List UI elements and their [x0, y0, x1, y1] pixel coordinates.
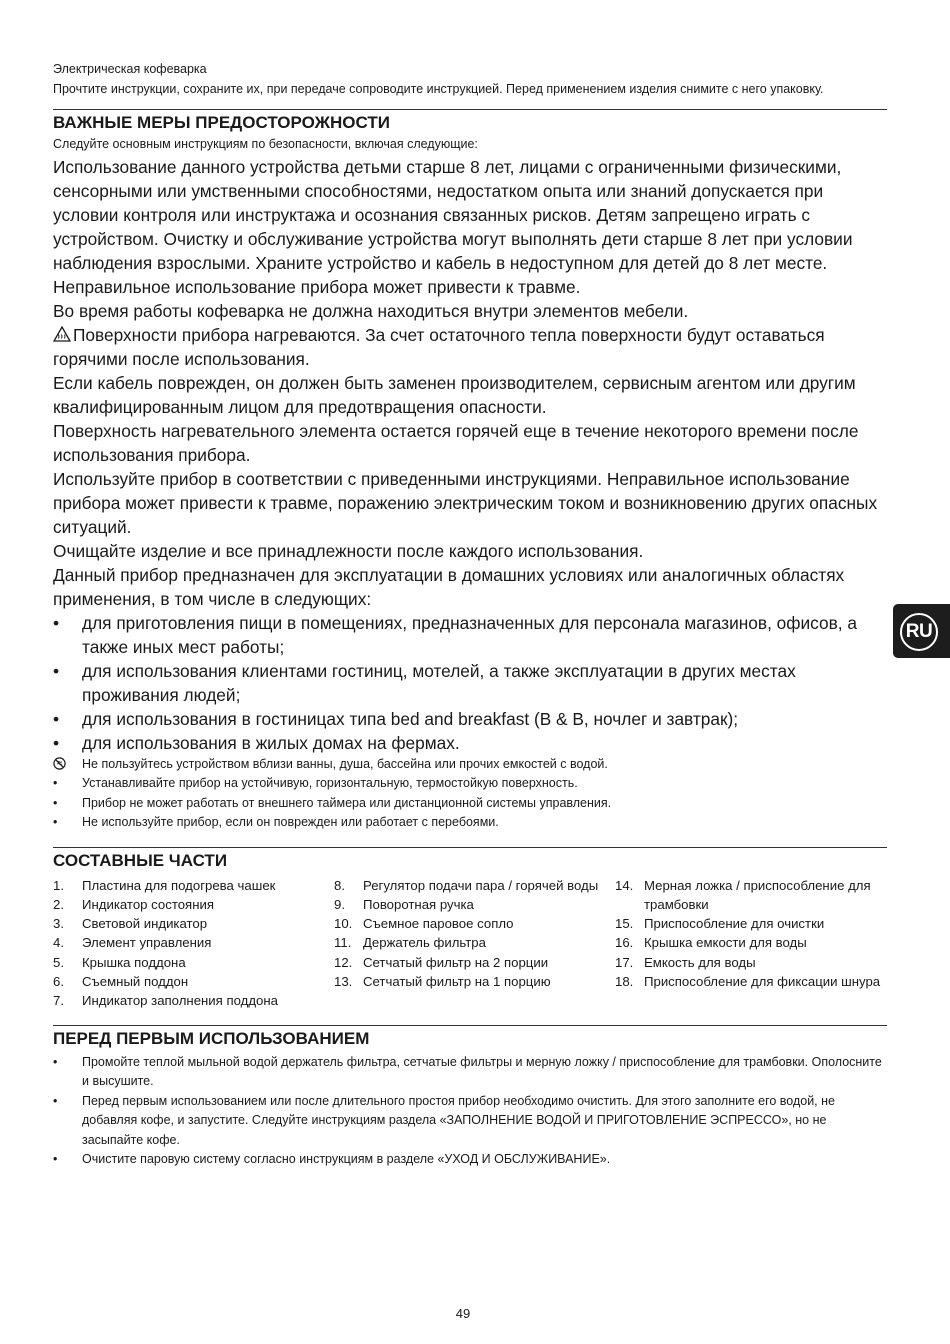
list-item: • Промойте теплой мыльной водой держатель фильтра, сетчатые фильтры и мерную ложку / приспособление для трамбовки. Ополосните и высушите.: [53, 1054, 882, 1089]
safety-paragraph: Во время работы кофеварка не должна находиться внутри элементов мебели.: [53, 300, 689, 321]
list-item: • для приготовления пищи в помещениях, предназначенных для персонала магазинов, офисов, а также иных мест работы;: [53, 612, 858, 657]
list-item: • Устанавливайте прибор на устойчивую, горизонтальную, термостойкую поверхность.: [53, 774, 887, 794]
part-item: 9. Поворотная ручка: [334, 896, 474, 912]
safety-paragraph: Данный прибор предназначен для эксплуатации в домашних условиях или аналогичных областях применения, в том числе в следующих:: [53, 564, 845, 609]
part-item: 5. Крышка поддона: [53, 954, 186, 970]
part-item: 18. Приспособление для фиксации шнура: [615, 973, 881, 989]
parts-section: [53, 847, 887, 1011]
part-item: 16. Крышка емкости для воды: [615, 935, 807, 951]
part-item: 7. Индикатор заполнения поддона: [53, 993, 279, 1009]
list-item: • для использования в гостиницах типа bed and breakfast (B & B, ночлег и завтрак);: [53, 708, 739, 729]
list-item: • Не используйте прибор, если он поврежден или работает с перебоями.: [53, 813, 887, 833]
safety-paragraph: Использование данного устройства детьми старше 8 лет, лицами с ограниченными физическими, сенсорными или умственными способностями, недостатком опыта или знаний допускается при условии контроля или инструктажа и осознания связанных рисков. Детям запрещено играть с устройством. Очистку и обслуживание устройства могут выполнять дети старше 8 лет при условии наблюдения взрослыми. Храните устройство и кабель в недоступном для детей до 8 лет месте.: [53, 156, 853, 273]
parts-title: СОСТАВНЫЕ ЧАСТИ: [53, 850, 228, 870]
part-item: 12. Сетчатый фильтр на 2 порции: [334, 954, 549, 970]
safety-title: ВАЖНЫЕ МЕРЫ ПРЕДОСТОРОЖНОСТИ: [53, 113, 390, 132]
list-item: • Прибор не может работать от внешнего таймера или дистанционной системы управления.: [53, 794, 887, 814]
list-item: • для использования клиентами гостиниц, мотелей, а также эксплуатации в других местах проживания людей;: [53, 660, 796, 705]
hot-surface-warning: [53, 323, 887, 371]
bullet: •: [53, 612, 60, 633]
bullet: •: [53, 1093, 58, 1108]
parts-column: [334, 876, 615, 1011]
use-list: [53, 611, 887, 755]
safety-paragraph: Неправильное использование прибора может привести к травме.: [53, 276, 581, 297]
small-warning-list: [53, 755, 887, 833]
part-item: 13. Сетчатый фильтр на 1 порцию: [334, 973, 551, 989]
part-item: 1. Пластина для подогрева чашек: [53, 877, 276, 893]
page-number: 49: [455, 1306, 471, 1321]
first-use-list: [53, 1053, 887, 1170]
list-item: • Перед первым использованием или после длительного простоя прибор необходимо очистить. Для этого заполните его водой, не добавляя кофе, и запустите. Следуйте инструкциям раздела «ЗАПОЛНЕНИЕ ВОДОЙ И ПРИГОТОВЛЕНИЕ ЭСПРЕССО», но не засыпайте кофе.: [53, 1093, 835, 1147]
part-item: 14. Мерная ложка / приспособление для трамбовки: [615, 877, 871, 912]
list-item: Не пользуйтесь устройством вблизи ванны, душа, бассейна или прочих емкостей с водой.: [53, 755, 887, 775]
part-item: 6. Съемный поддон: [53, 973, 189, 989]
bullet: •: [53, 732, 60, 753]
safety-section: [53, 109, 887, 833]
document-header: [53, 60, 887, 99]
document-title: Электрическая кофеварка: [53, 62, 207, 76]
manual-page: [53, 60, 887, 1170]
safety-body: [53, 155, 887, 755]
part-item: 4. Элемент управления: [53, 935, 212, 951]
bullet: •: [53, 776, 58, 790]
bullet: •: [53, 708, 60, 729]
first-use-title: ПЕРЕД ПЕРВЫМ ИСПОЛЬЗОВАНИЕМ: [53, 1028, 370, 1048]
parts-list: [53, 876, 887, 1011]
no-water-icon: [53, 755, 73, 775]
part-item: 2. Индикатор состояния: [53, 896, 214, 912]
part-item: 3. Световой индикатор: [53, 916, 208, 932]
bullet: •: [53, 795, 58, 810]
bullet: •: [53, 1054, 58, 1069]
safety-paragraph: Поверхность нагревательного элемента остается горячей еще в течение некоторого времени после использования прибора.: [53, 420, 859, 465]
parts-column: [615, 876, 887, 1011]
bullet: •: [53, 1152, 58, 1167]
bullet: •: [53, 660, 60, 681]
list-item: • для использования в жилых домах на фермах.: [53, 732, 460, 753]
part-item: 15. Приспособление для очистки: [615, 916, 825, 932]
list-item: • Очистите паровую систему согласно инструкциям в разделе «УХОД И ОБСЛУЖИВАНИЕ».: [53, 1150, 887, 1170]
parts-column: [53, 876, 334, 1011]
part-item: 17. Емкость для воды: [615, 954, 756, 970]
safety-paragraph: Если кабель поврежден, он должен быть заменен производителем, сервисным агентом или другим квалифицированным лицом для предотвращения опасности.: [53, 372, 856, 417]
language-code: RU: [900, 613, 938, 651]
part-item: 8. Регулятор подачи пара / горячей воды: [334, 877, 599, 893]
warning-triangle-icon: [53, 324, 71, 340]
intro-text: Прочтите инструкции, сохраните их, при передаче сопроводите инструкцией. Перед применением изделия снимите с него упаковку.: [53, 81, 824, 96]
part-item: 10. Съемное паровое сопло: [334, 916, 514, 932]
safety-paragraph: Очищайте изделие и все принадлежности после каждого использования.: [53, 540, 644, 561]
language-tab: [893, 604, 950, 658]
bullet: •: [53, 815, 58, 829]
safety-subtitle: Следуйте основным инструкциям по безопасности, включая следующие:: [53, 137, 478, 151]
first-use-section: [53, 1025, 887, 1170]
part-item: 11. Держатель фильтра: [334, 935, 486, 951]
hot-surface-text: Поверхности прибора нагреваются. За счет остаточного тепла поверхности будут оставаться горячими после использования.: [53, 324, 825, 369]
safety-paragraph: Используйте прибор в соответствии с приведенными инструкциями. Неправильное использование прибора может привести к травме, поражению электрическим током и возникновению других опасных ситуаций.: [53, 468, 878, 537]
